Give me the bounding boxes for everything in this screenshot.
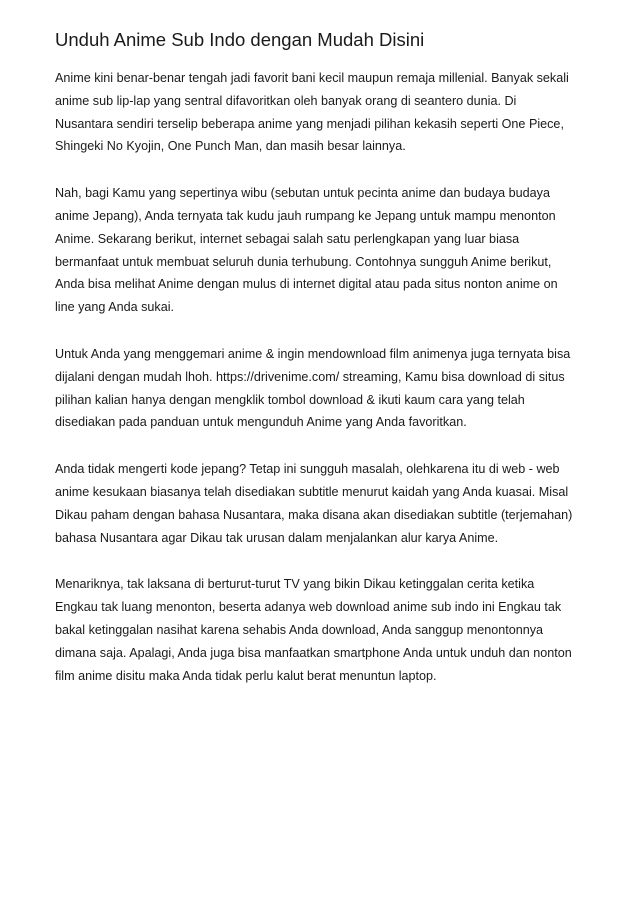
paragraph bbox=[55, 67, 590, 158]
document-title: Unduh Anime Sub Indo dengan Mudah Disini bbox=[55, 29, 425, 50]
paragraph-line: Menariknya, tak laksana di berturut-turut TV yang bikin Dikau ketinggalan cerita ketika bbox=[55, 577, 535, 592]
paragraph-line: anime sub lip-lap yang sentral difavoritkan oleh banyak orang di seantero dunia. Di bbox=[55, 93, 517, 108]
paragraph-line: Anime kini benar-benar tengah jadi favorit bani kecil maupun remaja millenial. Banyak sekali bbox=[55, 71, 569, 85]
paragraph bbox=[55, 182, 590, 319]
paragraph-line: bahasa Nusantara agar Dikau tak urusan dalam menjalankan alur karya Anime. bbox=[55, 530, 499, 545]
paragraph-line: bakal ketinggalan nasihat karena sehabis Anda download, Anda sanggup menontonnya bbox=[55, 622, 544, 637]
paragraph-line: dijalani dengan mudah lhoh. https://drivenime.com/ streaming, Kamu bisa download di situs bbox=[55, 369, 565, 384]
paragraph-line: Shingeki No Kyojin, One Punch Man, dan masih besar lainnya. bbox=[55, 139, 406, 154]
paragraph-line: dimana saja. Apalagi, Anda juga bisa manfaatkan smartphone Anda untuk unduh dan nonton bbox=[55, 645, 572, 660]
document-body bbox=[55, 67, 590, 711]
paragraph-line: anime kesukaan biasanya telah disediakan subtitle menurut kaidah yang Anda kuasai. Misal bbox=[55, 484, 569, 499]
paragraph-line: film anime disitu maka Anda tidak perlu kalut berat menuntun laptop. bbox=[55, 668, 437, 683]
paragraph-line: Anime. Sekarang berikut, internet sebagai salah satu perlengkapan yang luar biasa bbox=[55, 231, 520, 246]
paragraph bbox=[55, 573, 590, 687]
paragraph-line: Anda tidak mengerti kode jepang? Tetap ini sungguh masalah, olehkarena itu di web - web bbox=[55, 462, 560, 477]
paragraph-line: Nusantara sendiri terselip beberapa anime yang menjadi pilihan kekasih seperti One Piece, bbox=[55, 116, 564, 131]
paragraph-line: Engkau tak luang menonton, beserta adanya web download anime sub indo ini Engkau tak bbox=[55, 600, 562, 615]
paragraph-line: line yang Anda sukai. bbox=[55, 300, 175, 315]
paragraph-line: anime Jepang), Anda ternyata tak kudu jauh rumpang ke Jepang untuk mampu menonton bbox=[55, 208, 556, 223]
paragraph-line: pilihan kalian hanya dengan mengklik tombol download & ikuti kaum cara yang telah bbox=[55, 392, 525, 407]
paragraph bbox=[55, 343, 590, 434]
paragraph-line: disediakan pada panduan untuk mengunduh Anime yang Anda favoritkan. bbox=[55, 415, 467, 430]
paragraph-line: Dikau paham dengan bahasa Nusantara, maka disana akan disediakan subtitle (terjemahan) bbox=[55, 507, 573, 522]
paragraph-line: Anda bisa melihat Anime dengan mulus di internet digital atau pada situs nonton anime on bbox=[55, 277, 558, 292]
paragraph-line: Nah, bagi Kamu yang sepertinya wibu (sebutan untuk pecinta anime dan budaya budaya bbox=[55, 186, 550, 201]
paragraph-line: bermanfaat untuk membuat seluruh dunia terhubung. Contohnya sungguh Anime berikut, bbox=[55, 254, 552, 269]
paragraph-line: Untuk Anda yang menggemari anime & ingin mendownload film animenya juga ternyata bisa bbox=[55, 346, 571, 361]
paragraph bbox=[55, 458, 590, 549]
